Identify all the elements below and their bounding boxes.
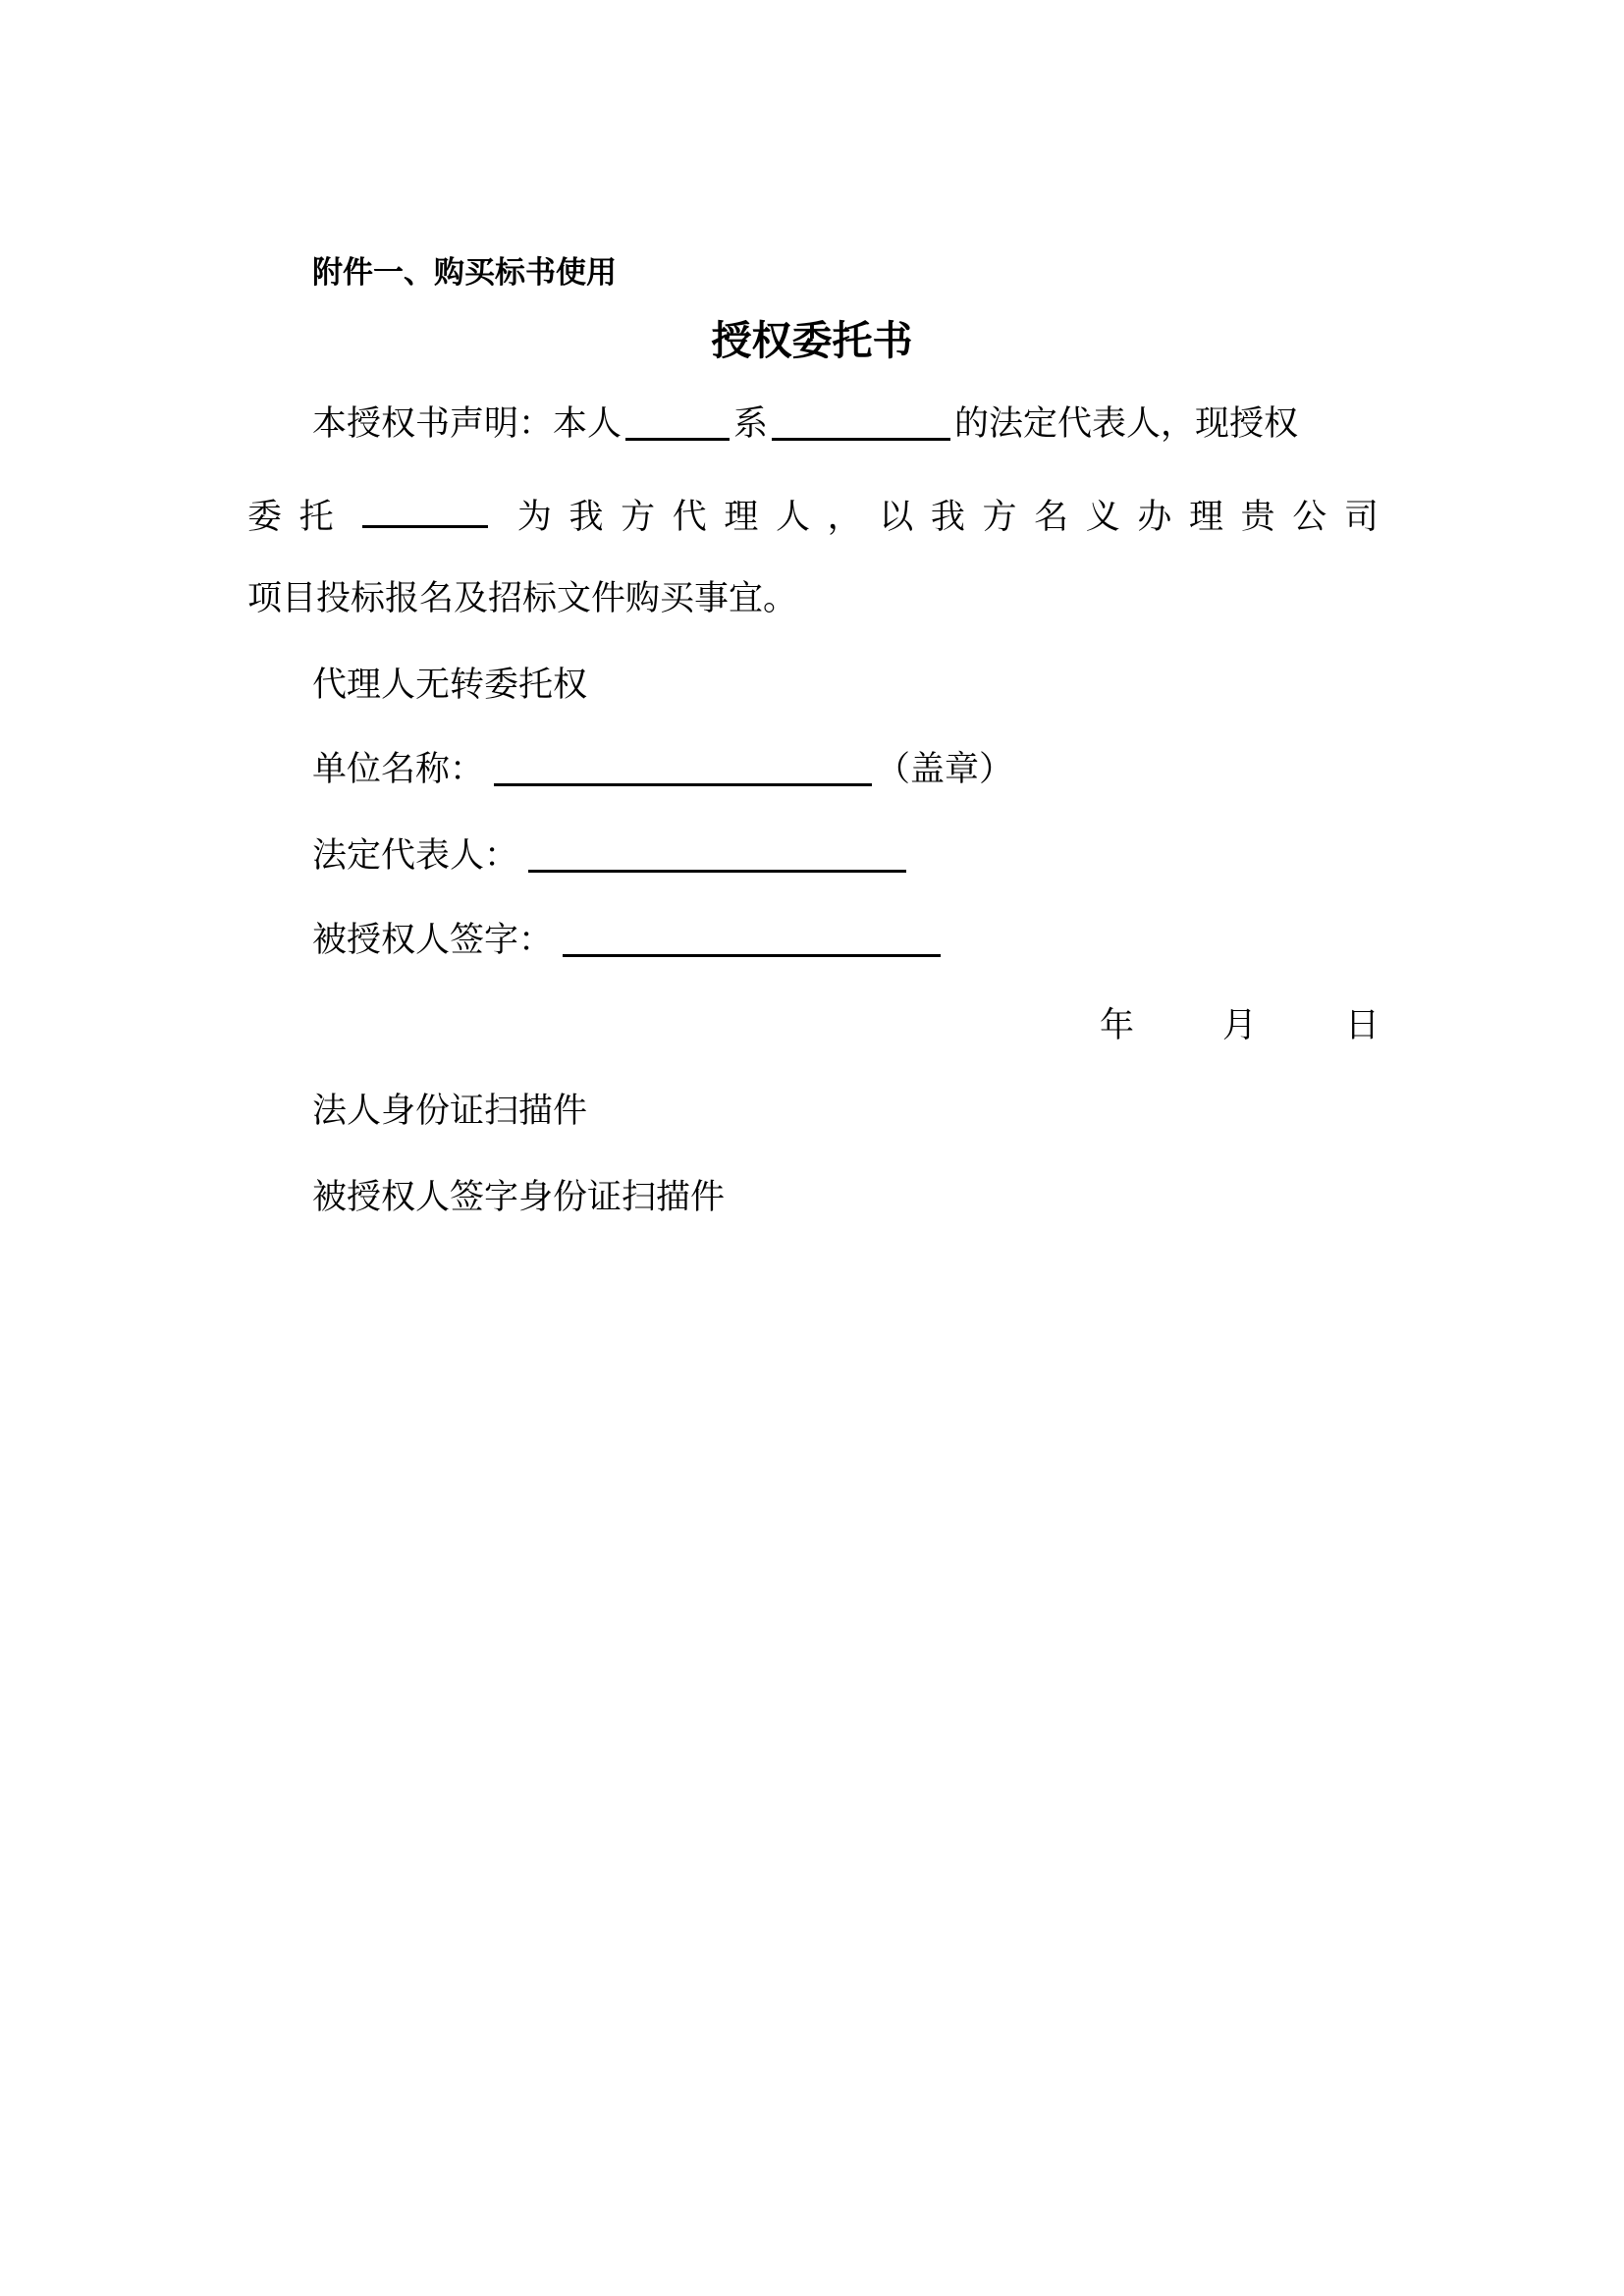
entrust-char: 办 <box>1137 498 1172 537</box>
legal-rep-row <box>312 834 910 878</box>
authorized-sign-blank[interactable] <box>563 919 941 957</box>
statement-middle: 系 <box>733 404 769 444</box>
date-day: 日 <box>1344 1006 1380 1045</box>
entrust-line <box>247 490 1379 539</box>
agent-blank[interactable] <box>362 490 488 528</box>
document-title: 授权委托书 <box>711 317 913 364</box>
entrust-char: 委 <box>247 498 283 537</box>
entrust-char: 司 <box>1343 498 1379 537</box>
name-blank[interactable] <box>625 402 730 441</box>
attachment-heading: 附件一、购买标书使用 <box>312 255 617 291</box>
attachment-legal-id: 法人身份证扫描件 <box>312 1092 588 1131</box>
authorized-sign-row <box>312 919 945 962</box>
date-year: 年 <box>1100 1006 1135 1045</box>
no-sub-delegation: 代理人无转委托权 <box>312 666 588 705</box>
attachment-authorized-id: 被授权人签字身份证扫描件 <box>312 1178 726 1217</box>
date-month: 月 <box>1221 1006 1257 1045</box>
entrust-char: 名 <box>1034 498 1069 537</box>
date-row <box>1100 1004 1380 1047</box>
entrust-char: 方 <box>621 498 656 537</box>
company-name-blank[interactable] <box>494 748 872 786</box>
entrust-char: 方 <box>982 498 1017 537</box>
entrust-char: 为 <box>516 498 552 537</box>
entrust-char: 我 <box>930 498 965 537</box>
statement-prefix: 本授权书声明：本人 <box>312 404 623 444</box>
entrust-char: 理 <box>724 498 759 537</box>
entrust-char: 人 <box>775 498 810 537</box>
statement-line <box>312 402 1298 446</box>
entrust-char: ， <box>827 498 862 537</box>
legal-rep-label: 法定代表人： <box>312 836 519 876</box>
company-row <box>312 748 1013 791</box>
statement-end: 项目投标报名及招标文件购买事宜。 <box>247 579 798 618</box>
company-label: 单位名称： <box>312 750 485 789</box>
entrust-char: 代 <box>672 498 707 537</box>
entrust-char: 托 <box>298 498 334 537</box>
entrust-char: 理 <box>1188 498 1223 537</box>
statement-suffix: 的法定代表人，现授权 <box>954 404 1299 444</box>
entrust-char: 以 <box>879 498 914 537</box>
company-blank[interactable] <box>772 402 950 441</box>
entrust-char: 贵 <box>1240 498 1275 537</box>
authorized-sign-label: 被授权人签字： <box>312 921 554 960</box>
entrust-char: 公 <box>1292 498 1327 537</box>
legal-rep-blank[interactable] <box>528 834 906 873</box>
entrust-char: 我 <box>568 498 604 537</box>
seal-note: （盖章） <box>876 750 1014 789</box>
entrust-char: 义 <box>1085 498 1120 537</box>
